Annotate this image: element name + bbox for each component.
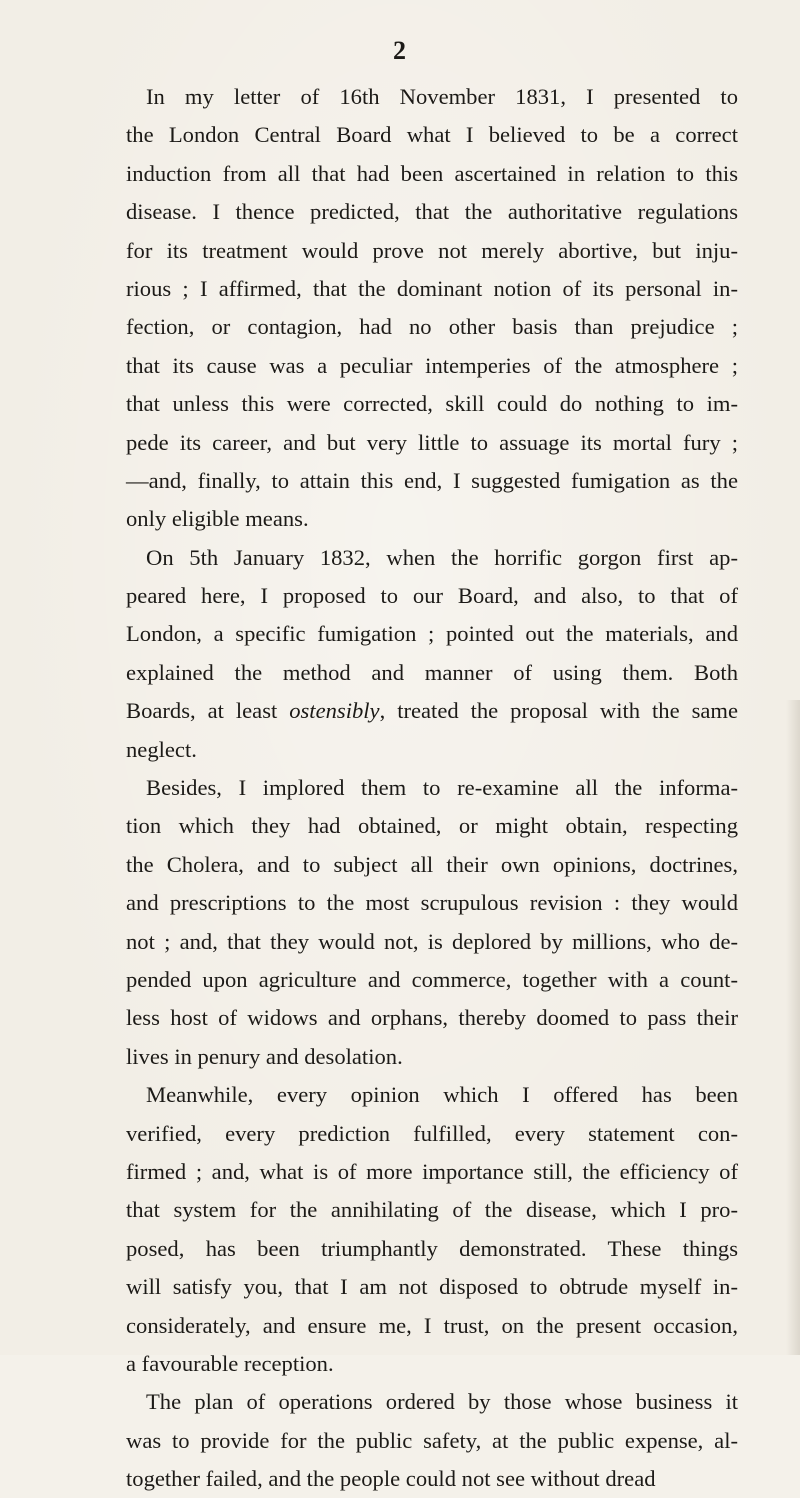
text-line: disease. I thence predicted, that the authoritative regulations: [126, 199, 738, 225]
text-line: lives in penury and desolation.: [126, 1043, 403, 1069]
text-line: —and, finally, to attain this end, I suggested fumigation as the: [126, 467, 738, 493]
text-line: the Cholera, and to subject all their own opinions, doctrines,: [126, 851, 738, 877]
text-line: posed, has been triumphantly demonstrated. These things: [126, 1235, 738, 1261]
text-line: will satisfy you, that I am not disposed to obtrude myself in-: [126, 1274, 738, 1300]
text-line: the London Central Board what I believed to be a correct: [126, 122, 738, 148]
text-line: that system for the annihilating of the disease, which I pro-: [126, 1197, 738, 1223]
page-number: 2: [393, 36, 407, 65]
text-line: pended upon agriculture and commerce, together with a count-: [126, 966, 738, 992]
text-line: peared here, I proposed to our Board, and also, to that of: [126, 583, 738, 609]
text-line: that unless this were corrected, skill could do nothing to im-: [126, 391, 738, 417]
text-line: The plan of operations ordered by those whose business it: [146, 1389, 738, 1415]
text-line: less host of widows and orphans, thereby doomed to pass their: [126, 1005, 738, 1031]
text-line: explained the method and manner of using them. Both: [126, 659, 738, 685]
text-line: for its treatment would prove not merely abortive, but inju-: [126, 237, 738, 263]
text-line: was to provide for the public safety, at the public expense, al-: [126, 1427, 738, 1453]
text-line: rious ; I affirmed, that the dominant notion of its personal in-: [126, 275, 738, 301]
body-text: [126, 78, 738, 1498]
text-line: a favourable reception.: [126, 1350, 334, 1376]
text-line: together failed, and the people could not see without dread: [126, 1466, 656, 1492]
italic-word: ostensibly: [289, 698, 380, 724]
text-line: only eligible means.: [126, 506, 309, 532]
text-line: Boards, at least ostensibly, treated the proposal with the same: [126, 698, 738, 724]
text-line: induction from all that had been ascertained in relation to this: [126, 160, 738, 186]
text-line: fection, or contagion, had no other basis than prejudice ;: [126, 314, 738, 340]
text-line: Besides, I implored them to re-examine all the informa-: [146, 775, 738, 801]
text-line: and prescriptions to the most scrupulous revision : they would: [126, 890, 738, 916]
text-line: neglect.: [126, 736, 197, 762]
text-line: tion which they had obtained, or might obtain, respecting: [126, 813, 738, 839]
text-line: Meanwhile, every opinion which I offered has been: [146, 1082, 738, 1108]
text-line: pede its career, and but very little to assuage its mortal fury ;: [126, 429, 738, 455]
text-line: In my letter of 16th November 1831, I presented to: [146, 84, 738, 109]
text-line: firmed ; and, what is of more importance still, the efficiency of: [126, 1158, 738, 1184]
text-line: not ; and, that they would not, is deplored by millions, who de-: [126, 928, 738, 954]
text-line: London, a specific fumigation ; pointed out the materials, and: [126, 621, 738, 647]
text-line: verified, every prediction fulfilled, every statement con-: [126, 1120, 738, 1146]
text-line: considerately, and ensure me, I trust, on the present occasion,: [126, 1312, 738, 1338]
text-line: that its cause was a peculiar intemperies of the atmosphere ;: [126, 352, 738, 378]
page-edge-shadow: [786, 700, 800, 1355]
text-line: On 5th January 1832, when the horrific gorgon first ap-: [146, 544, 738, 570]
